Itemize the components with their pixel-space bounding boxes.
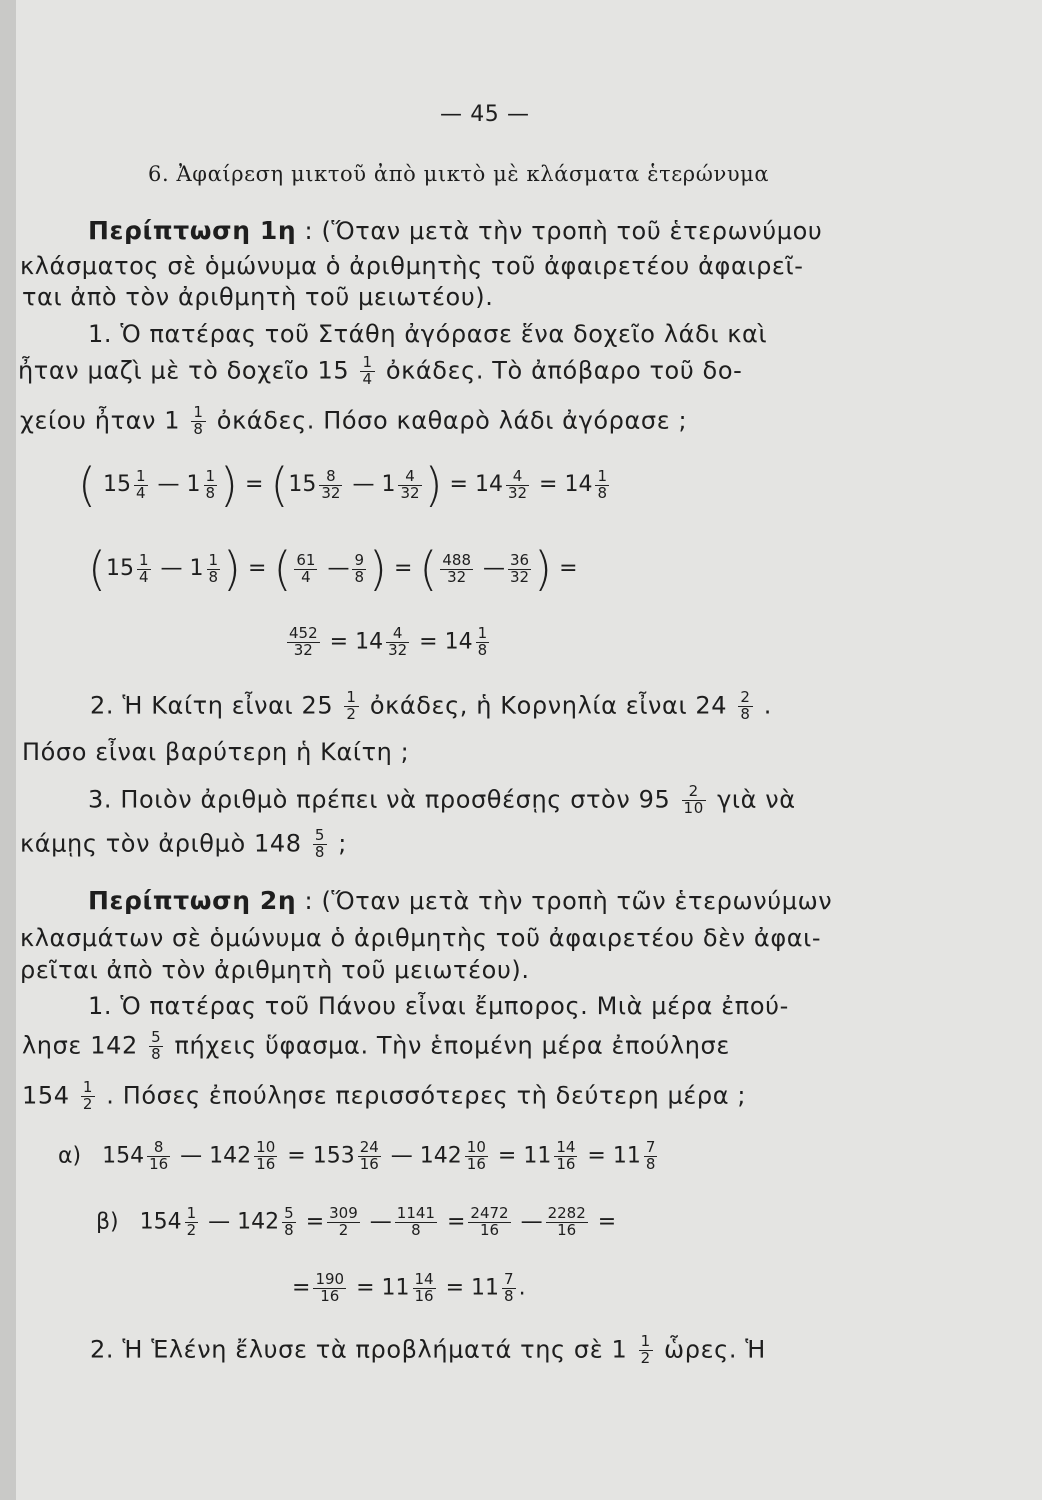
text-segment: = [356,1275,375,1301]
text-segment: = [393,556,413,581]
page-binding-edge [0,0,16,1500]
problem3-line1 [88,784,796,817]
text-segment: — [208,1209,231,1235]
text-segment: 14 [355,629,384,655]
fraction [319,466,342,502]
text-segment: — [180,1143,203,1169]
text-segment: ὀκάδες, ἡ Κορνηλία εἶναι 24 [369,691,728,720]
text-segment: 142 [419,1143,462,1169]
numerator: 7 [645,1138,656,1156]
text-segment: 15 [102,472,131,497]
denominator: 16 [359,1154,379,1173]
case1-title: Περίπτωση 1η [88,216,297,245]
parenthesis: ) [369,542,387,596]
denominator: 8 [645,1154,656,1173]
denominator: 16 [557,1220,577,1239]
text-segment: 14 [444,629,473,655]
denominator: 8 [284,1220,294,1239]
fraction [554,1140,577,1173]
fraction [294,550,317,586]
fraction [506,466,529,502]
calc-b2-line [292,1272,526,1305]
denominator: 8 [151,1044,162,1063]
numerator: 1141 [396,1204,435,1222]
problem1-line2 [18,355,742,388]
text-segment: = [446,1209,466,1235]
fraction [313,1272,346,1305]
text-segment: 154 [139,1209,182,1235]
parenthesis: ( [270,458,289,512]
denominator: 32 [447,567,467,586]
numerator: 1 [135,466,146,485]
denominator: 8 [314,842,325,861]
problem1-text-a: ἦταν μαζὶ μὲ τὸ δοχεῖο 15 [18,356,350,385]
text-segment: 1 [189,556,204,581]
fraction-1-4 [360,355,374,388]
text-segment: = 14 [539,472,593,497]
fraction-2-8 [738,690,752,723]
denominator: 32 [293,640,313,659]
text-segment: = [497,1143,517,1169]
fraction [204,466,218,502]
denominator: 2 [640,1348,651,1367]
denominator: 32 [400,483,420,502]
case2-intro-line3: ρεῖται ἀπὸ τὸν ἀριθμητὴ τοῦ μειωτέου). [20,956,530,984]
numerator: 7 [504,1270,514,1288]
problem2-line1 [90,690,772,723]
numerator: 1 [208,550,219,569]
numerator: 10 [256,1138,276,1156]
fraction-1-2 [81,1080,95,1113]
text-segment: . Πόσες ἐπούλησε περισσότερες τὴ δεύτερη μέρα ; [106,1081,747,1110]
problem1-text-c: χείου ἦταν 1 [20,406,181,435]
text-segment: = [329,629,349,655]
text-segment: — [352,472,375,497]
text-segment: 11 [612,1143,641,1169]
fraction [595,466,609,502]
text-segment: . [763,691,773,720]
text-segment: — [483,556,506,581]
text-segment: = [248,556,267,581]
fraction [386,626,409,659]
numerator: 1 [597,466,608,485]
denominator: 4 [301,567,311,586]
numerator: 1 [138,550,149,569]
numerator: 2 [682,784,706,801]
denominator: 32 [321,483,341,502]
parenthesis: ( [419,542,438,596]
calc2-line [88,542,578,596]
text-segment: 154 [102,1143,145,1169]
text-segment: . [518,1275,526,1301]
text-segment: κάμῃς τὸν ἀριθμὸ 148 [20,829,302,858]
fraction-5-8 [313,828,327,861]
parenthesis: ( [88,542,106,596]
numerator: 24 [359,1138,379,1156]
denominator: 32 [388,640,408,659]
case1-text: : (Ὅταν μετὰ τὴν τροπὴ τοῦ ἑτερωνύμου [304,217,823,245]
denominator: 16 [479,1220,500,1239]
text-segment: 2. Ἡ Καίτη εἶναι 25 [90,691,334,720]
case2-intro-line2: κλασμάτων σὲ ὁμώνυμα ὁ ἀριθμητὴς τοῦ ἀφαιρετέου δὲν ἀφαι- [20,924,822,952]
numerator: 1 [346,688,357,706]
page-number: — 45 — [440,102,530,127]
denominator: 16 [149,1154,169,1173]
numerator: 8 [319,469,342,486]
denominator: 8 [740,704,751,723]
text-segment: 11 [381,1275,410,1301]
fraction [398,466,421,502]
text-segment: = [245,472,264,497]
text-segment: 1 [381,472,396,497]
parenthesis: ) [534,542,553,596]
numerator: 2 [740,688,751,706]
text-segment: 11 [471,1275,500,1301]
denominator: 16 [556,1154,576,1173]
problem1-text-d: ὀκάδες. Πόσο καθαρὸ λάδι ἀγόρασε ; [216,406,688,435]
numerator: 1 [82,1078,93,1096]
calc-a-line [58,1140,660,1173]
fraction [185,1206,199,1239]
text-segment: 11 [523,1143,552,1169]
fraction [440,550,473,586]
fraction-1-2 [344,690,358,723]
fraction-5-8 [149,1030,163,1063]
text-segment: — [369,1209,392,1235]
denominator: 2 [186,1220,197,1239]
numerator: 5 [284,1204,294,1222]
case2-intro-line1 [88,888,832,913]
denominator: 4 [362,369,373,388]
numerator: 1 [640,1332,651,1350]
numerator: 309 [329,1204,358,1222]
denominator: 8 [477,640,488,659]
numerator: 9 [354,550,365,569]
text-segment: = [587,1143,606,1169]
case1-intro-line2: κλάσματος σὲ ὁμώνυμα ὁ ἀριθμητὴς τοῦ ἀφαιρετέου ἀφαιρεῖ- [20,252,804,280]
denominator: 4 [138,567,149,586]
fraction [508,550,531,586]
denominator: 8 [354,567,365,586]
fraction [254,1140,277,1173]
text-segment: — [520,1209,543,1235]
denominator: 32 [507,483,528,502]
numerator: 4 [398,469,421,486]
problem1-line1: 1. Ὁ πατέρας τοῦ Στάθη ἀγόρασε ἕνα δοχεῖο λάδι καὶ [88,320,768,348]
text-segment: 154 [22,1081,70,1110]
parenthesis: ( [273,542,292,596]
text-segment: 142 [209,1143,252,1169]
text-segment: 15 [105,556,134,581]
text-segment: — [327,556,350,581]
denominator: 32 [510,567,530,586]
calc3-line [284,626,492,659]
denominator: 16 [414,1286,434,1305]
fraction [358,1140,381,1173]
denominator: 8 [205,483,216,502]
fraction [502,1272,516,1305]
denominator: 2 [82,1094,93,1113]
denominator: 10 [683,798,704,817]
case2-problem1-line1: 1. Ὁ πατέρας τοῦ Πάνου εἶναι ἔμπορος. Μιὰ μέρα ἐπού- [88,992,789,1020]
fraction [546,1206,588,1239]
section-heading: 6. Ἀφαίρεση μικτοῦ ἀπὸ μικτὸ μὲ κλάσματα ἑτερώνυμα [148,162,770,186]
text-segment: — [160,556,183,581]
numerator: 1 [362,353,373,371]
text-segment: : (Ὅταν μετὰ τὴν τροπὴ τῶν ἑτερωνύμων [304,887,833,915]
problem1-line3 [20,405,687,438]
fraction [644,1140,658,1173]
denominator: 2 [346,704,357,723]
text-segment: πήχεις ὕφασμα. Τὴν ἑπομένη μέρα ἐπούλησε [174,1031,730,1060]
text-segment: 2. Ἡ Ἑλένη ἔλυσε τὰ προβλήματά της σὲ 1 [90,1335,628,1364]
text-segment: = [287,1143,306,1169]
numerator: 4 [386,626,409,643]
denominator: 4 [135,483,146,502]
text-segment: = 14 [449,472,503,497]
text-segment: 3. Ποιὸν ἀριθμὸ πρέπει νὰ προσθέσῃς στὸν 95 [88,785,671,814]
text-segment: = [419,629,438,655]
text-segment: ; [338,829,347,858]
fraction [147,1140,170,1173]
denominator: 2 [338,1220,349,1239]
numerator: 1 [186,1204,197,1222]
fraction [134,466,148,502]
numerator: 2282 [547,1204,586,1222]
numerator: 5 [314,826,325,844]
denominator: 8 [208,567,219,586]
denominator: 8 [411,1220,421,1239]
text-segment: — [157,472,180,497]
text-segment: — [390,1143,413,1169]
denominator: 8 [504,1286,514,1305]
fraction-2-10 [682,784,706,817]
text-segment: 153 [312,1143,355,1169]
case2-problem1-line2 [22,1030,730,1063]
text-segment: = [445,1275,465,1301]
numerator: 36 [510,550,530,569]
numerator: 452 [289,624,318,642]
fraction [282,1206,296,1239]
text-segment: ὧρες. Ἡ [664,1335,766,1364]
numerator: 4 [506,469,529,486]
numerator: 14 [556,1138,576,1156]
text-segment: γιὰ νὰ [717,785,796,814]
text-segment: = [305,1209,325,1235]
calc1-line [78,458,612,512]
text-segment: 142 [237,1209,280,1235]
fraction [476,626,490,659]
text-segment: λησε 142 [22,1031,138,1060]
fraction [468,1206,510,1239]
case1-intro-line1 [88,218,822,243]
fraction-1-8 [191,405,205,438]
denominator: 8 [597,483,608,502]
fraction [465,1140,488,1173]
numerator: 8 [147,1140,170,1157]
case2-problem1-line3 [22,1080,746,1113]
parenthesis: ) [223,542,241,596]
text-segment: 15 [288,472,317,497]
numerator: 5 [151,1028,162,1046]
problem3-line2 [20,828,347,861]
numerator: 1 [477,624,488,642]
problem1-text-b: ὀκάδες. Τὸ ἀπόβαρο τοῦ δο- [385,356,743,385]
text-segment: α) [58,1143,82,1169]
numerator: 10 [466,1138,486,1156]
text-segment: β) [96,1209,119,1235]
fraction [327,1206,360,1239]
fraction [287,626,320,659]
parenthesis: ) [220,458,238,512]
case2-title: Περίπτωση 2η [88,886,297,915]
parenthesis: ) [424,458,443,512]
denominator: 16 [256,1154,276,1173]
calc-b-line [96,1206,616,1239]
text-segment: = [292,1275,311,1301]
numerator: 488 [442,550,472,569]
fraction [137,550,151,586]
fraction [352,550,366,586]
text-segment: 1 [186,472,201,497]
text-segment: = [597,1209,617,1235]
fraction-1-2 [639,1334,653,1367]
denominator: 8 [193,419,204,438]
problem2-line2: Πόσο εἶναι βαρύτερη ἡ Καίτη ; [22,738,410,766]
numerator: 2472 [470,1204,509,1222]
numerator: 14 [414,1270,434,1288]
fraction [413,1272,436,1305]
numerator: 190 [315,1270,345,1288]
numerator: 61 [296,550,316,569]
denominator: 16 [466,1154,486,1173]
case2-problem2-line1 [90,1334,766,1367]
denominator: 16 [320,1286,340,1305]
case1-intro-line3: ται ἀπὸ τὸν ἀριθμητὴ τοῦ μειωτέου). [22,283,494,311]
fraction [207,550,221,586]
numerator: 1 [193,403,204,421]
fraction [395,1206,437,1239]
parenthesis: ( [78,458,96,512]
numerator: 1 [205,466,216,485]
text-segment: = [559,556,578,581]
